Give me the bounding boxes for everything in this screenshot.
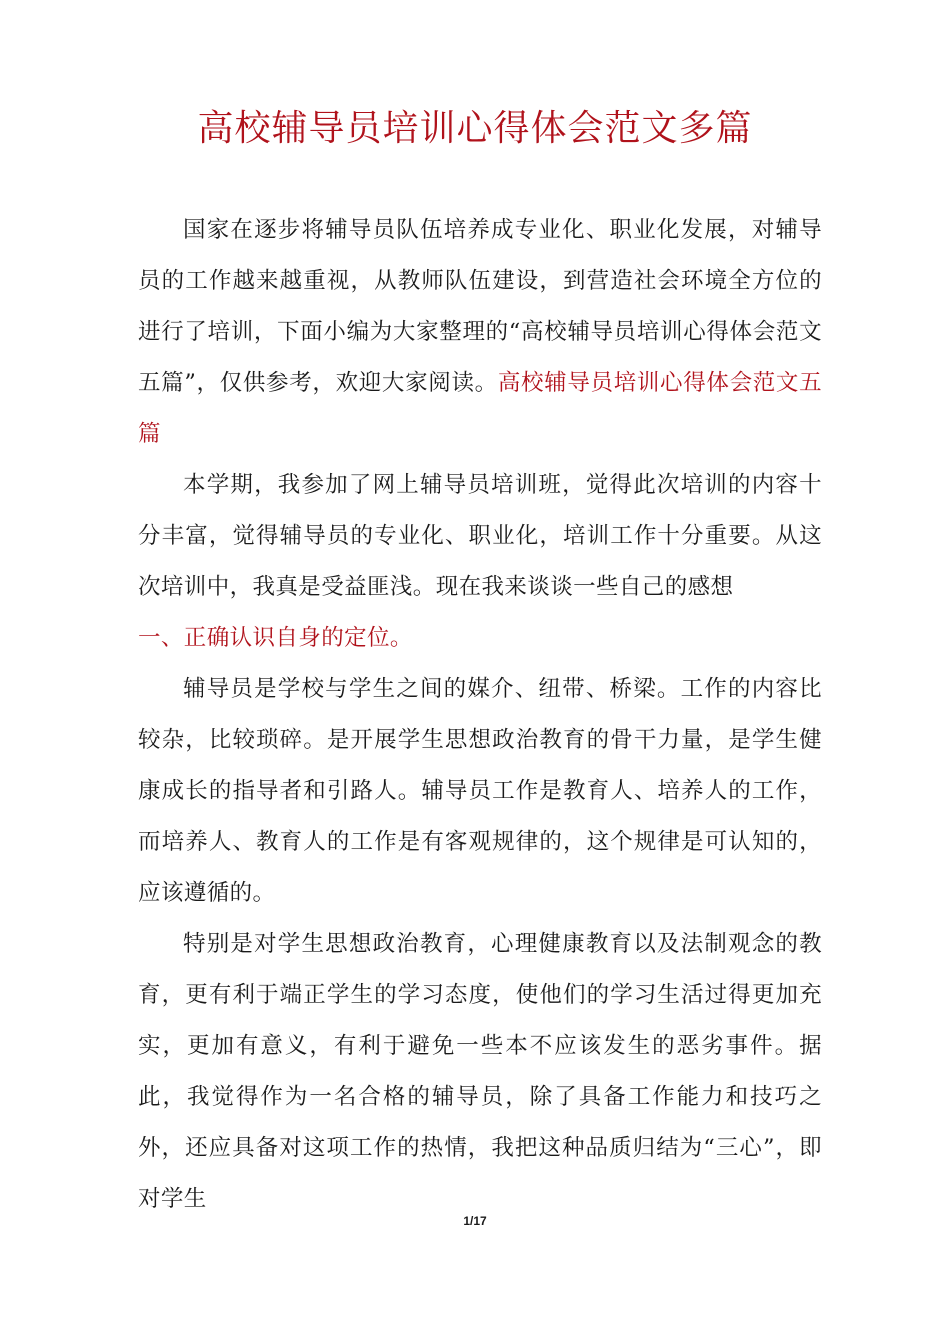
body-paragraph: 辅导员是学校与学生之间的媒介、纽带、桥梁。工作的内容比较杂，比较琐碎。是开展学生思想政治教育的骨干力量，是学生健康成长的指导者和引路人。辅导员工作是教育人、培养人的工作，而培养人、教育人的工作是有客观规律的，这个规律是可认知的，应该遵循的。 [138,676,822,906]
document-title: 高校辅导员培训心得体会范文多篇 [197,108,753,149]
body-paragraph: 本学期，我参加了网上辅导员培训班，觉得此次培训的内容十分丰富，觉得辅导员的专业化、职业化，培训工作十分重要。从这次培训中，我真是受益匪浅。现在我来谈谈一些自己的感想 [138,472,822,600]
intro-red-title-link[interactable]: 高校辅导员培训心得体会范文五篇 [138,370,822,447]
page-number: 1/17 [463,1214,487,1228]
body-paragraph: 特别是对学生思想政治教育，心理健康教育以及法制观念的教育，更有利于端正学生的学习态度，使他们的学习生活过得更加充实，更加有意义，有利于避免一些本不应该发生的恶劣事件。据此，我觉得作为一名合格的辅导员，除了具备工作能力和技巧之外，还应具备对这项工作的热情，我把这种品质归结为“三心”，即对学生 [138,931,822,1212]
intro-paragraph [138,205,822,460]
intro-text: 国家在逐步将辅导员队伍培养成专业化、职业化发展，对辅导员的工作越来越重视，从教师队伍建设，到营造社会环境全方位的进行了培训，下面小编为大家整理的“高校辅导员培训心得体会范文五篇”，仅供参考，欢迎大家阅读。 [138,217,822,396]
document-body [138,205,822,1225]
section-heading: 一、正确认识自身的定位。 [138,625,413,651]
